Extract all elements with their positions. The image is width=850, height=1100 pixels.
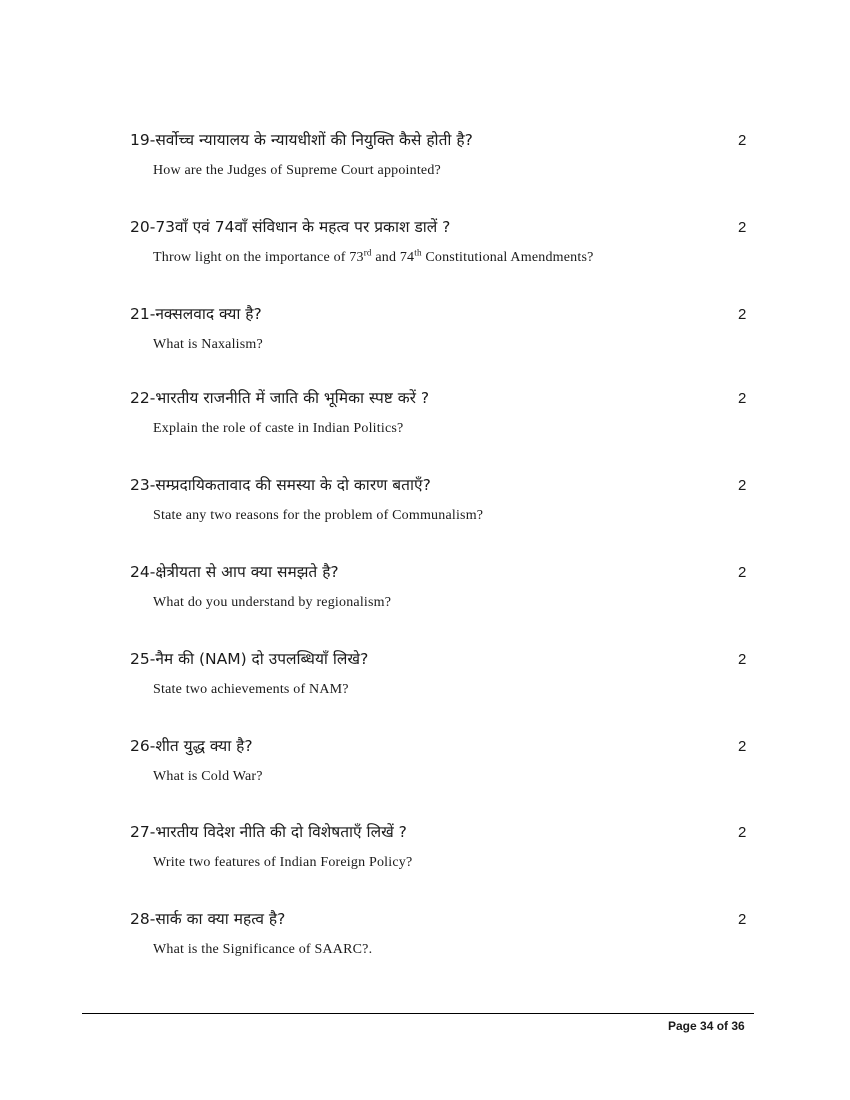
question-english-text: What is Cold War?	[153, 769, 263, 784]
superscript-ordinal: th	[414, 247, 422, 258]
question-hindi-text: 19-सर्वोच्च न्यायालय के न्यायधीशों की नियुक्ति कैसे होती है?	[130, 131, 473, 149]
question-english-text: What is the Significance of SAARC?.	[153, 942, 373, 957]
question-english-text: What do you understand by regionalism?	[153, 595, 392, 610]
question-english-text: What is Naxalism?	[153, 337, 263, 352]
question-english-text: State any two reasons for the problem of Communalism?	[153, 508, 484, 523]
question-marks: 2	[738, 651, 747, 668]
question-english-text: Write two features of Indian Foreign Policy?	[153, 855, 413, 870]
question-28	[0, 909, 850, 969]
question-25	[0, 649, 850, 709]
question-hindi-text: 20-73वाँ एवं 74वाँ संविधान के महत्व पर प्रकाश डालें ?	[130, 218, 451, 236]
question-hindi-text: 21-नक्सलवाद क्या है?	[130, 305, 262, 323]
question-marks: 2	[738, 306, 747, 323]
question-english-text: State two achievements of NAM?	[153, 682, 349, 697]
question-20	[0, 217, 850, 277]
question-marks: 2	[738, 219, 747, 236]
page-number: Page 34 of 36	[668, 1019, 745, 1033]
question-hindi-text: 25-नैम की (NAM) दो उपलब्धियाँ लिखे?	[130, 650, 369, 668]
question-27	[0, 822, 850, 882]
superscript-ordinal: rd	[363, 247, 372, 258]
english-text-part: Throw light on the importance of 73	[153, 250, 364, 265]
question-marks: 2	[738, 477, 747, 494]
question-english-text	[153, 248, 594, 268]
question-hindi-text: 22-भारतीय राजनीति में जाति की भूमिका स्पष्ट करें ?	[130, 389, 430, 407]
question-marks: 2	[738, 132, 747, 149]
question-marks: 2	[738, 564, 747, 581]
question-21	[0, 304, 850, 364]
question-marks: 2	[738, 911, 747, 928]
question-23	[0, 475, 850, 535]
english-text-part: Constitutional Amendments?	[421, 250, 594, 265]
question-22	[0, 388, 850, 448]
question-hindi-text: 27-भारतीय विदेश नीति की दो विशेषताएँ लिखें ?	[130, 823, 407, 841]
footer-divider	[82, 1013, 754, 1014]
question-hindi-text: 28-सार्क का क्या महत्व है?	[130, 910, 286, 928]
question-hindi-text: 23-सम्प्रदायिकतावाद की समस्या के दो कारण बताएँ?	[130, 476, 431, 494]
question-hindi-text: 26-शीत युद्ध क्या है?	[130, 737, 253, 755]
question-english-text: Explain the role of caste in Indian Politics?	[153, 421, 404, 436]
question-english-text: How are the Judges of Supreme Court appointed?	[153, 163, 441, 178]
question-24	[0, 562, 850, 622]
question-26	[0, 736, 850, 796]
english-text-part: and 74	[371, 250, 415, 265]
question-marks: 2	[738, 390, 747, 407]
question-marks: 2	[738, 824, 747, 841]
question-19	[0, 130, 850, 190]
question-hindi-text: 24-क्षेत्रीयता से आप क्या समझते है?	[130, 563, 339, 581]
question-marks: 2	[738, 738, 747, 755]
